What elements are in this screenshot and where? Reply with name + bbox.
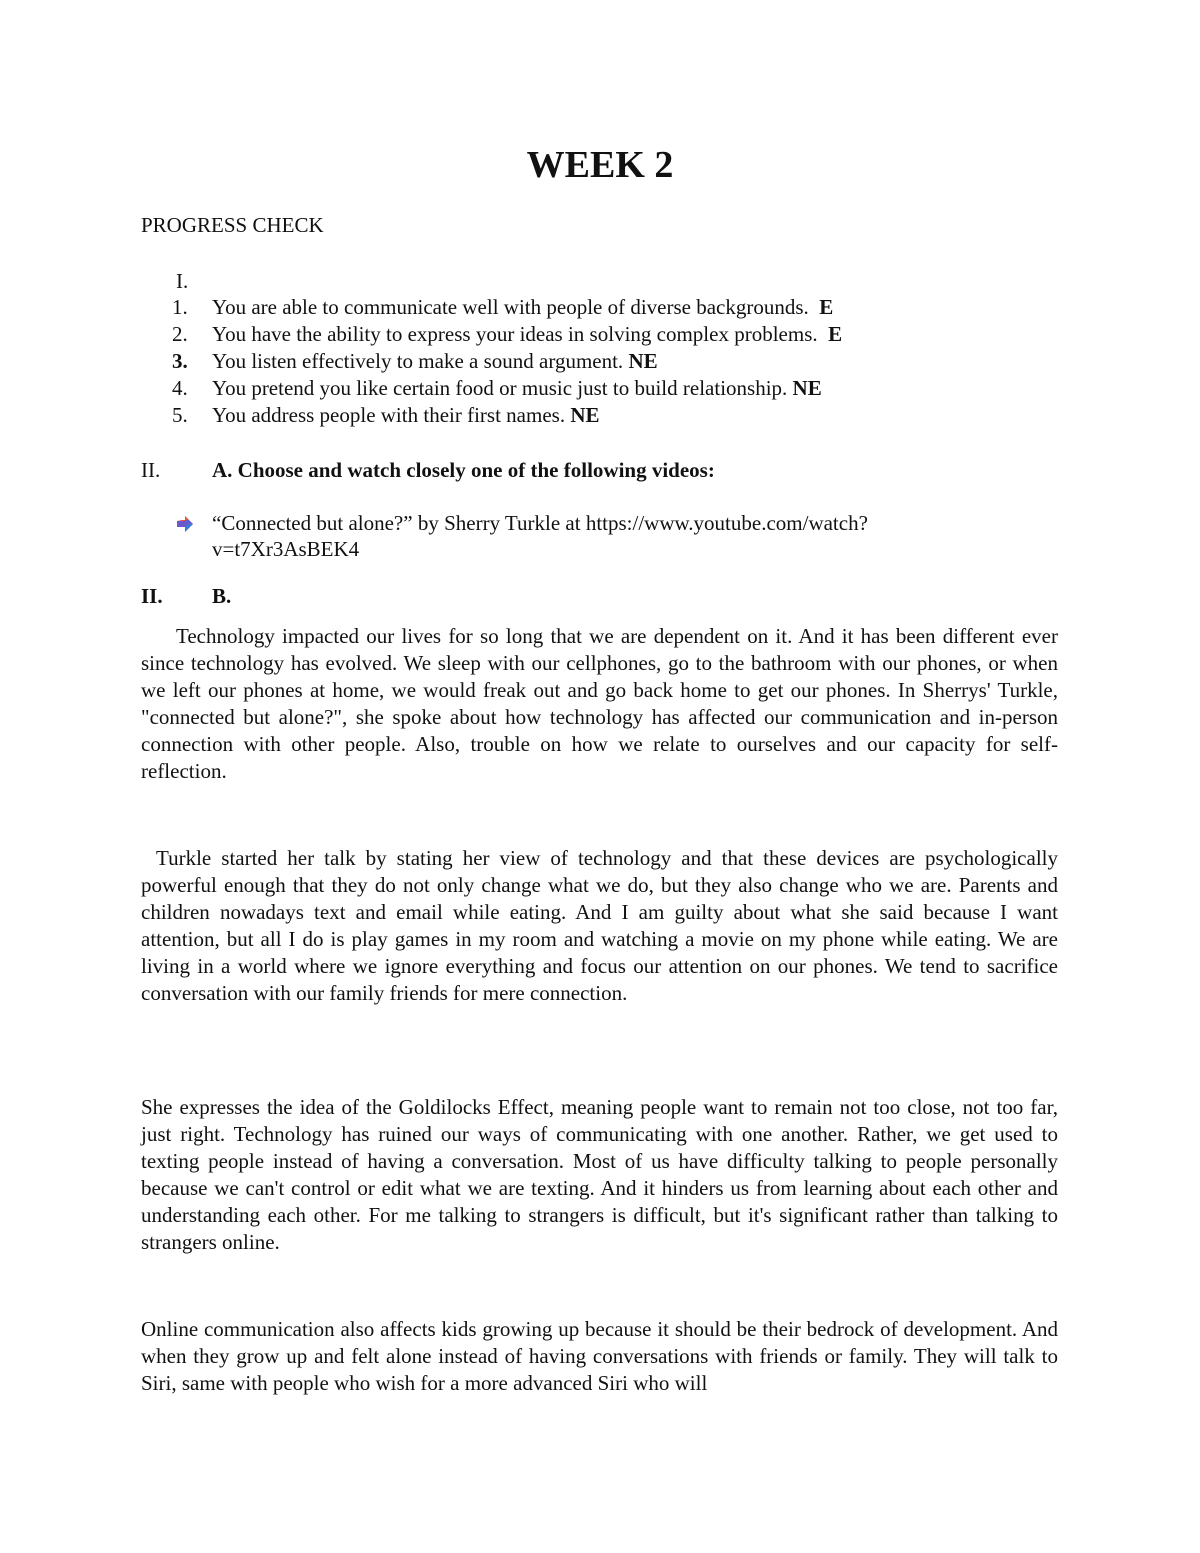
essay-paragraph-4: Online communication also affects kids growing up because it should be their bedrock of development. And when they grow up and felt alone instead of having conversations with friends or family. They will talk to Siri, same with people who wish for a more advanced Siri who will: [141, 1317, 1058, 1395]
arrow-bullet-icon: [174, 513, 196, 535]
item-answer: NE: [628, 349, 658, 373]
part-two-b-numeral: II.: [141, 584, 163, 608]
list-item: [172, 375, 1072, 402]
part-two-a-heading: [141, 457, 715, 483]
item-answer: NE: [570, 403, 600, 427]
list-item: [172, 348, 1072, 375]
list-item: [172, 402, 1072, 429]
section-label: PROGRESS CHECK: [141, 213, 324, 237]
essay-paragraph-1: Technology impacted our lives for so long that we are dependent on it. And it has been different ever since technology has evolved. We sleep with our cellphones, go to the bathroom with our phones, or when we left our phones at home, we would freak out and go back home to get our phones. In Sherrys' Turkle, "connected but alone?", she spoke about how technology has affected our communication and in-person connection with other people. Also, trouble on how we relate to ourselves and our capacity for self-reflection.: [141, 624, 1058, 783]
item-text: You are able to communicate well with people of diverse backgrounds.: [212, 295, 809, 319]
video-instruction: A. Choose and watch closely one of the following videos:: [212, 458, 715, 482]
item-number: 2.: [172, 322, 188, 346]
item-answer: NE: [792, 376, 822, 400]
item-number: 3.: [172, 349, 188, 373]
item-text: You have the ability to express your ideas in solving complex problems.: [212, 322, 818, 346]
essay-paragraph-2: Turkle started her talk by stating her view of technology and that these devices are psychologically powerful enough that they do not only change what we do, but they also change who we are. Parents and children nowadays text and email while eating. And I am guilty about what she said because I want attention, but all I do is play games in my room and watching a movie on my phone while eating. We are living in a world where we ignore everything and focus our attention on our phones. We tend to sacrifice conversation with our family friends for mere connection.: [141, 846, 1058, 1005]
video-link[interactable]: https://www.youtube.com/watch?v=t7Xr3AsBEK4: [212, 511, 868, 561]
essay-paragraph-3: She expresses the idea of the Goldilocks Effect, meaning people want to remain not too close, not too far, just right. Technology has ruined our ways of communicating with one another. Rather, we get used to texting people instead of having a conversation. Most of us have difficulty talking to people personally because we can't control or edit what we are texting. And it hinders us from learning about each other and understanding each other. For me talking to strangers is difficult, but it's significant rather than talking to strangers online.: [141, 1095, 1058, 1254]
list-item: [172, 294, 1072, 321]
item-text: You address people with their first names.: [212, 403, 566, 427]
part-two-numeral: II.: [141, 458, 161, 482]
item-answer: E: [828, 322, 843, 346]
item-answer: E: [819, 295, 834, 319]
video-description: “Connected but alone?” by Sherry Turkle at: [212, 511, 586, 535]
part-two-b-heading: [141, 583, 231, 609]
item-number: 5.: [172, 403, 188, 427]
part-two-b-label: B.: [212, 584, 232, 608]
list-item: [172, 321, 1072, 348]
progress-check-list: [172, 294, 1072, 429]
item-number: 4.: [172, 376, 188, 400]
item-text: You listen effectively to make a sound argument.: [212, 349, 624, 373]
item-text: You pretend you like certain food or music just to build relationship.: [212, 376, 788, 400]
page-title: WEEK 2: [526, 144, 674, 186]
part-one-numeral: I.: [176, 269, 189, 293]
item-number: 1.: [172, 295, 188, 319]
